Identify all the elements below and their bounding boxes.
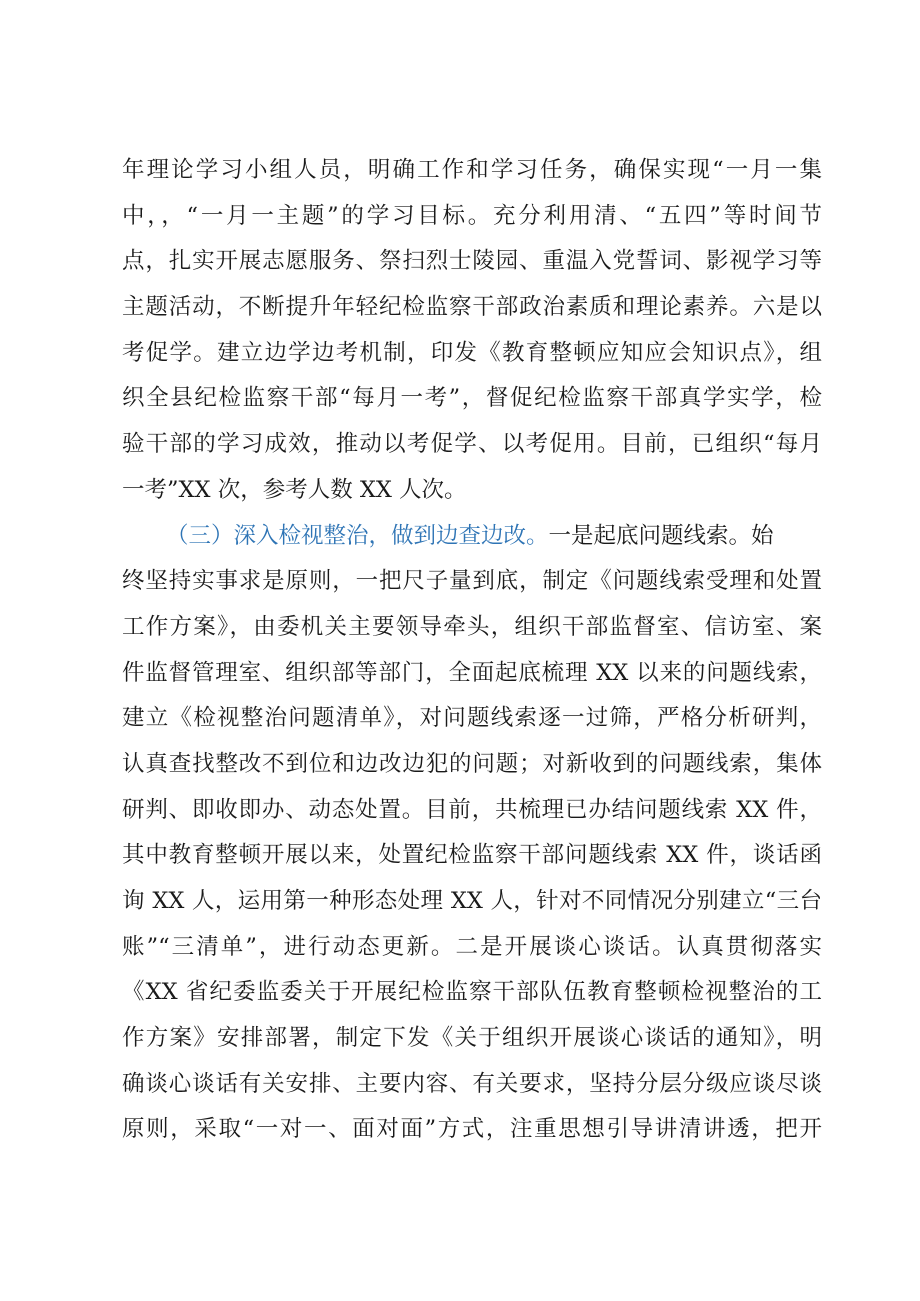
text-line: 账”“三清单”，进行动态更新。二是开展谈心谈话。认真贯彻落实: [122, 933, 822, 960]
text-line: 确谈心谈话有关安排、主要内容、有关要求，坚持分层分级应谈尽谈: [122, 1070, 822, 1097]
paragraph-first-line: [122, 514, 822, 560]
text-line: 工作方案》，由委机关主要领导牵头，组织干部监督室、信访室、案: [122, 613, 822, 640]
text-line: 主题活动，不断提升年轻纪检监察干部政治素质和理论素养。六是以: [122, 294, 822, 321]
paragraph-2: [122, 514, 822, 1154]
text-line: 询 XX 人，运用第一种形态处理 XX 人，针对不同情况分别建立“三台: [122, 888, 822, 914]
text-line: 织全县纪检监察干部“每月一考”，督促纪检监察干部真学实学，检: [122, 385, 822, 412]
section-heading: （三）深入检视整治，做到边查边改。: [166, 522, 549, 549]
text-line: 件监督管理室、组织部等部门，全面起底梳理 XX 以来的问题线索，: [122, 659, 822, 686]
text-line: 作方案》安排部署，制定下发《关于组织开展谈心谈话的通知》，明: [122, 1025, 822, 1052]
text-line: 点，扎实开展志愿服务、祭扫烈士陵园、重温入党誓词、影视学习等: [122, 248, 822, 275]
text-line: 一考”XX 次，参考人数 XX 人次。: [122, 476, 467, 503]
text-span: 一是起底问题线索。始: [548, 522, 774, 549]
text-line: 中，，“一月一主题”的学习目标。充分利用清、“五四”等时间节: [122, 202, 822, 229]
text-line: 原则，采取“一对一、面对面”方式，注重思想引导讲清讲透，把开: [122, 1116, 822, 1143]
text-line: 终坚持实事求是原则，一把尺子量到底，制定《问题线索受理和处置: [122, 568, 822, 595]
text-line: 其中教育整顿开展以来，处置纪检监察干部问题线索 XX 件，谈话函: [122, 842, 822, 869]
text-line: 考促学。建立边学边考机制，印发《教育整顿应知应会知识点》，组: [122, 339, 822, 366]
text-line: 验干部的学习成效，推动以考促学、以考促用。目前，已组织“每月: [122, 431, 822, 458]
text-line: 研判、即收即办、动态处置。目前，共梳理已办结问题线索 XX 件，: [122, 796, 822, 823]
text-line: 《XX 省纪委监委关于开展纪检监察干部队伍教育整顿检视整治的工: [122, 979, 822, 1006]
text-line: 建立《检视整治问题清单》，对问题线索逐一过筛，严格分析研判，: [122, 705, 822, 732]
text-line: 年理论学习小组人员，明确工作和学习任务，确保实现“一月一集: [122, 157, 822, 183]
document-body: [122, 148, 822, 1153]
paragraph-1: [122, 148, 822, 514]
text-line: 认真查找整改不到位和边改边犯的问题；对新收到的问题线索，集体: [122, 750, 822, 777]
